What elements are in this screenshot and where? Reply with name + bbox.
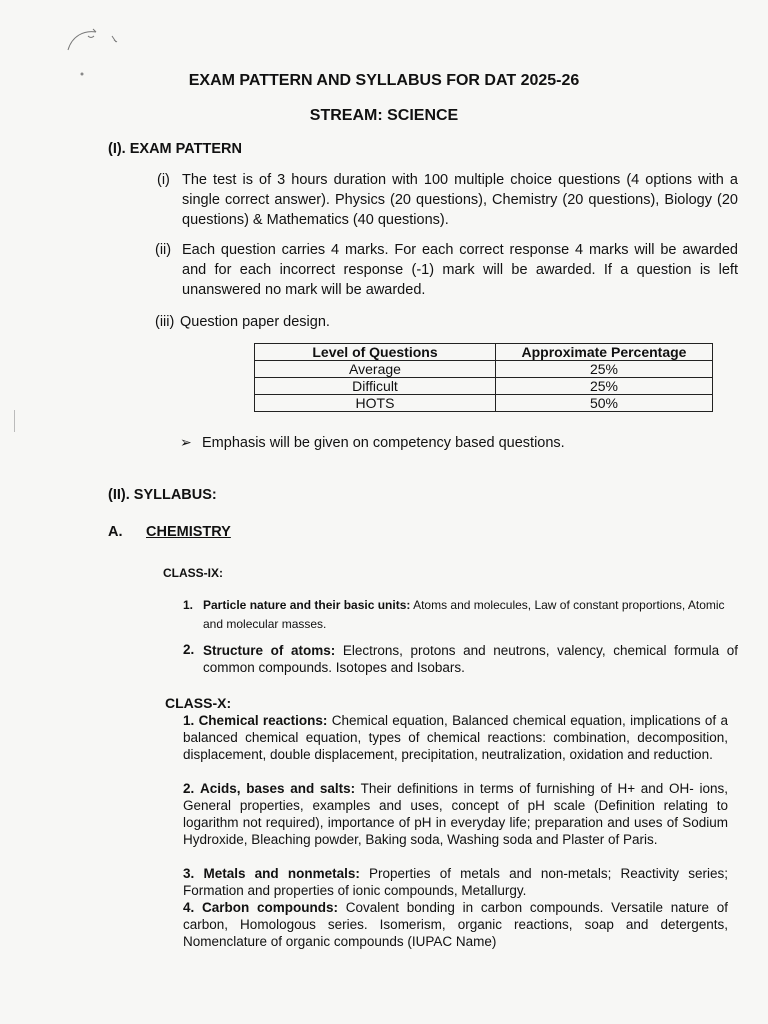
topic-title: Metals and nonmetals: [203, 866, 360, 881]
topic-text: Atoms and molecules, Law of constant proportions, Atomic and molecular masses. [203, 598, 725, 631]
emphasis-note: Emphasis will be given on competency based questions. [202, 435, 565, 451]
topic-title: Structure of atoms: [203, 643, 336, 658]
table-row [255, 378, 713, 395]
table-row [255, 395, 713, 412]
question-level-table [254, 343, 713, 412]
table-cell: HOTS [255, 395, 496, 412]
item-number: 2. [183, 781, 195, 796]
topic-text: Chemical equation, Balanced chemical equation, implications of a balanced chemical equation, types of chemical reactions: combination, decomposition, displacement, double displacement, precipitation, neutralization, oxidation and reduction. [183, 713, 728, 762]
item-number: (ii) [155, 242, 172, 258]
topic-title: Carbon compounds: [202, 900, 339, 915]
table-header-cell: Level of Questions [255, 344, 496, 361]
item-number: 2. [183, 642, 195, 657]
class-x-item [183, 865, 728, 899]
stream-title: STREAM: SCIENCE [309, 107, 459, 124]
arrow-bullet-icon: ➢ [180, 434, 192, 450]
table-cell: 50% [496, 395, 713, 412]
item-number: 4. [183, 900, 195, 915]
item-number: (iii) [155, 314, 175, 330]
item-number: (i) [157, 172, 170, 188]
item-number: 3. [183, 866, 195, 881]
document-title: EXAM PATTERN AND SYLLABUS FOR DAT 2025-26 [188, 72, 580, 89]
table-cell: Average [255, 361, 496, 378]
item-number: 1. [183, 713, 195, 728]
syllabus-heading: (II). SYLLABUS: [108, 487, 217, 503]
table-row [255, 361, 713, 378]
topic-title: Acids, bases and salts: [199, 781, 356, 796]
exam-pattern-item: The test is of 3 hours duration with 100 multiple choice questions (4 options with a single correct answer). Physics (20 questions), Chemistry (20 questions), Biology (20 questions) & Mathematics (40 questions). [182, 172, 738, 228]
exam-pattern-item: Question paper design. [180, 314, 330, 330]
topic-text: Covalent bonding in carbon compounds. Versatile nature of carbon, Homologous series. Isomerism, organic reactions, soap and detergents, Nomenclature of organic compounds (IUPAC Name) [183, 900, 728, 949]
section-title-chemistry: CHEMISTRY [146, 524, 231, 540]
class-ix-item [203, 596, 738, 634]
topic-text: Their definitions in terms of furnishing of H+ and OH- ions, General properties, examples and uses, concept of pH scale (Definition relating to logarithm not required), importance of pH in everyday life; preparation and uses of Sodium Hydroxide, Bleaching powder, Baking soda, Washing soda and Plaster of Paris. [183, 781, 728, 847]
table-header-row [255, 344, 713, 361]
item-number: 1. [183, 598, 194, 612]
table-cell: 25% [496, 378, 713, 395]
table-header-cell: Approximate Percentage [496, 344, 713, 361]
class-x-item [183, 780, 728, 848]
class-x-item [183, 712, 728, 763]
section-letter: A. [108, 524, 123, 540]
class-ix-label: CLASS-IX: [163, 566, 223, 580]
table-cell: Difficult [255, 378, 496, 395]
topic-title: Chemical reactions: [198, 713, 328, 728]
exam-pattern-heading: (I). EXAM PATTERN [108, 141, 242, 157]
topic-title: Particle nature and their basic units: [203, 598, 411, 612]
class-x-item [183, 899, 728, 950]
table-cell: 25% [496, 361, 713, 378]
topic-text: Properties of metals and non-metals; Reactivity series; Formation and properties of ionic compounds, Metallurgy. [183, 866, 728, 898]
class-ix-item [203, 642, 738, 676]
topic-text: Electrons, protons and neutrons, valency, chemical formula of common compounds. Isotopes and Isobars. [203, 643, 739, 675]
exam-pattern-item: Each question carries 4 marks. For each correct response 4 marks will be awarded and for each incorrect response (-1) mark will be awarded. If a question is left unanswered no mark will be awarded. [182, 242, 738, 298]
margin-mark [14, 410, 15, 432]
class-x-label: CLASS-X: [165, 695, 232, 711]
